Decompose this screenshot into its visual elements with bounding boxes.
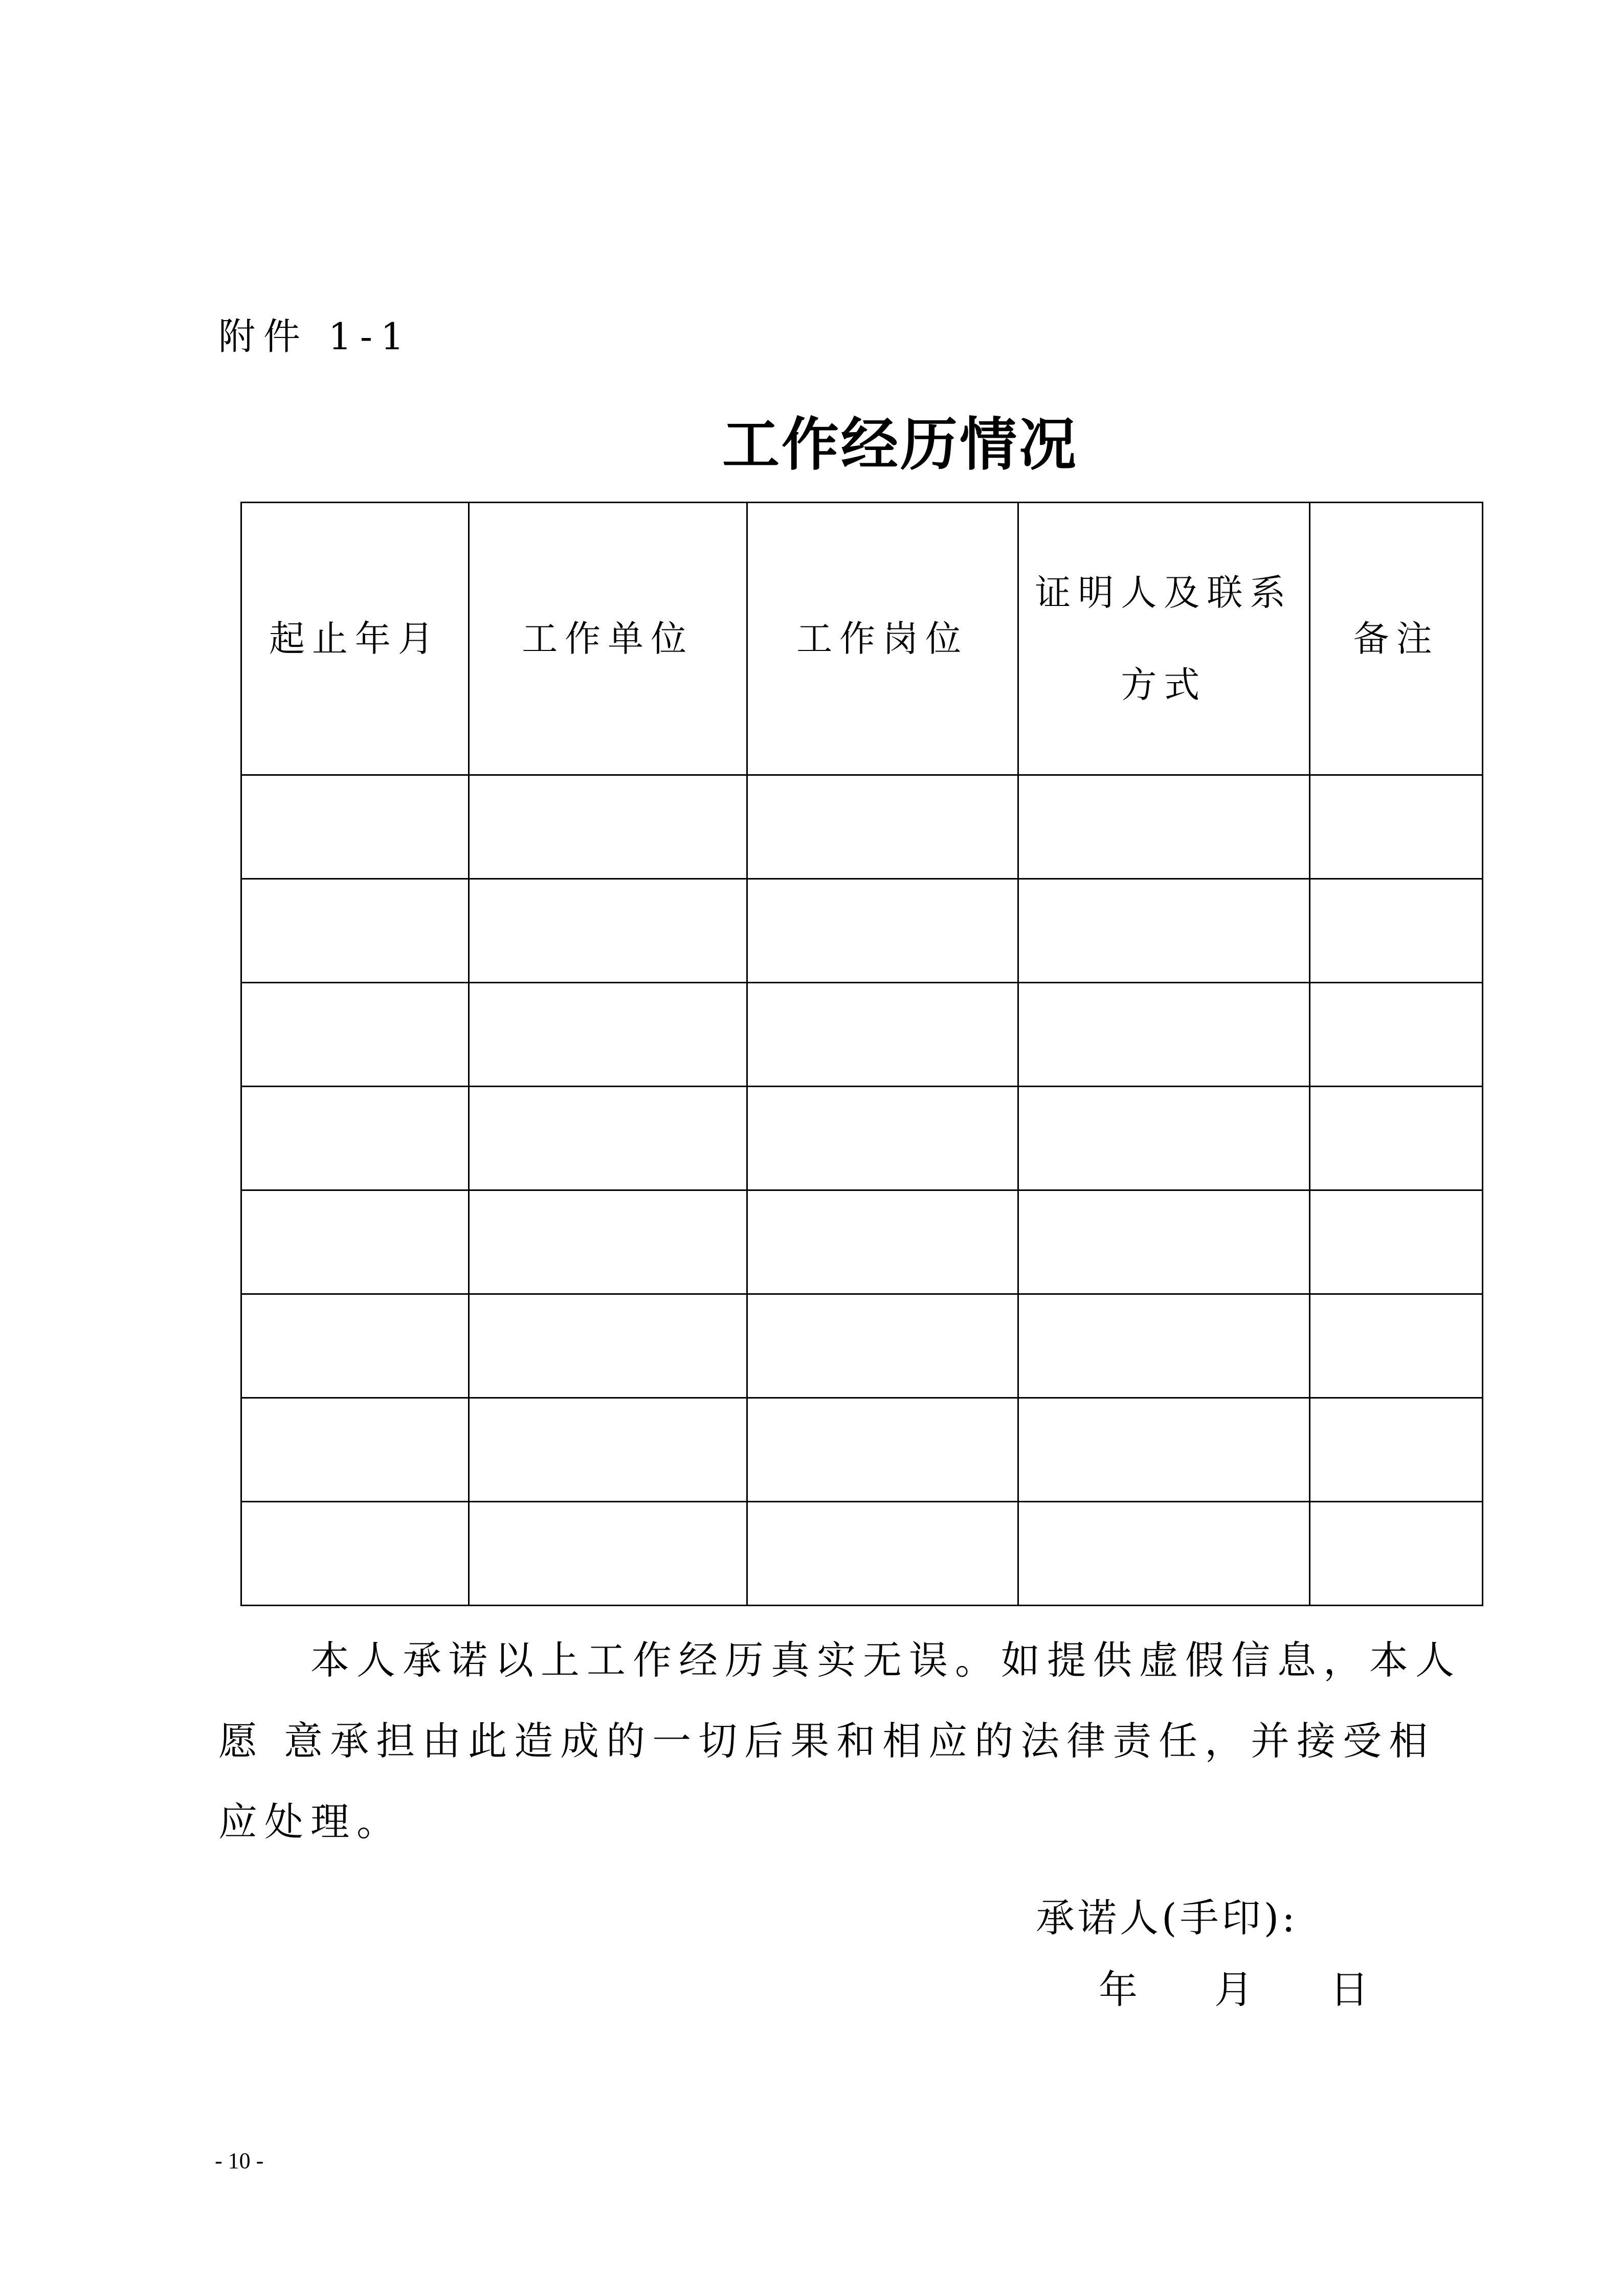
table-cell[interactable]: [747, 1087, 1018, 1190]
table-cell[interactable]: [1310, 983, 1483, 1087]
table-cell[interactable]: [241, 1294, 469, 1398]
table-cell[interactable]: [1310, 879, 1483, 983]
table-row: [241, 1190, 1483, 1294]
table-cell[interactable]: [469, 1398, 747, 1502]
date-line: [1099, 1959, 1369, 2014]
table-cell[interactable]: [1018, 1087, 1310, 1190]
table-cell[interactable]: [1018, 983, 1310, 1087]
column-header-period: 起止年月: [241, 503, 469, 775]
table-cell[interactable]: [1018, 1502, 1310, 1606]
table-cell[interactable]: [1018, 1294, 1310, 1398]
table-cell[interactable]: [241, 775, 469, 879]
table-cell[interactable]: [469, 983, 747, 1087]
table-row: [241, 983, 1483, 1087]
column-header-remarks: 备注: [1310, 503, 1483, 775]
attachment-label: 附件 1-1: [218, 315, 412, 358]
table-cell[interactable]: [469, 1087, 747, 1190]
table-cell[interactable]: [747, 775, 1018, 879]
table-cell[interactable]: [747, 1190, 1018, 1294]
table-cell[interactable]: [1018, 1190, 1310, 1294]
date-month-label: 月: [1214, 1967, 1253, 2012]
table-cell[interactable]: [747, 1502, 1018, 1606]
table-cell[interactable]: [1310, 1502, 1483, 1606]
table-cell[interactable]: [469, 1294, 747, 1398]
table-row: [241, 1294, 1483, 1398]
table-cell[interactable]: [747, 1398, 1018, 1502]
table-cell[interactable]: [241, 1190, 469, 1294]
table-cell[interactable]: [1310, 1190, 1483, 1294]
table-cell[interactable]: [469, 1190, 747, 1294]
table-cell[interactable]: [241, 1087, 469, 1190]
table-row: [241, 1502, 1483, 1606]
table-cell[interactable]: [1310, 1398, 1483, 1502]
page-number: - 10 -: [215, 2148, 264, 2173]
column-header-reference-contact: 证明人及联系方式: [1018, 503, 1310, 775]
table-cell[interactable]: [1310, 1294, 1483, 1398]
column-header-position: 工作岗位: [747, 503, 1018, 775]
table-cell[interactable]: [747, 879, 1018, 983]
table-cell[interactable]: [747, 1294, 1018, 1398]
table-header-row: [241, 503, 1483, 775]
table-cell[interactable]: [469, 1502, 747, 1606]
table-cell[interactable]: [241, 1398, 469, 1502]
table-cell[interactable]: [241, 1502, 469, 1606]
table-cell[interactable]: [1310, 775, 1483, 879]
table-cell[interactable]: [241, 983, 469, 1087]
signature-label: 承诺人(手印):: [1036, 1895, 1298, 1941]
pledge-text: 本人承诺以上工作经历真实无误。如提供虚假信息，本人愿 意承担由此造成的一切后果和相应的法律责任，并接受相应处理。: [218, 1637, 1461, 1844]
pledge-paragraph: [218, 1620, 1472, 1862]
date-day-label: 日: [1330, 1967, 1369, 2012]
table-cell[interactable]: [469, 775, 747, 879]
table-row: [241, 1087, 1483, 1190]
table-cell[interactable]: [241, 879, 469, 983]
table-cell[interactable]: [747, 983, 1018, 1087]
table-row: [241, 879, 1483, 983]
table-row: [241, 775, 1483, 879]
table-cell[interactable]: [1018, 879, 1310, 983]
table-cell[interactable]: [1018, 1398, 1310, 1502]
table-cell[interactable]: [469, 879, 747, 983]
work-experience-table: [240, 502, 1483, 1606]
column-header-employer: 工作单位: [469, 503, 747, 775]
page-title: 工作经历情况: [722, 412, 1078, 478]
date-year-label: 年: [1099, 1967, 1138, 2012]
table-cell[interactable]: [1310, 1087, 1483, 1190]
table-row: [241, 1398, 1483, 1502]
table-cell[interactable]: [1018, 775, 1310, 879]
